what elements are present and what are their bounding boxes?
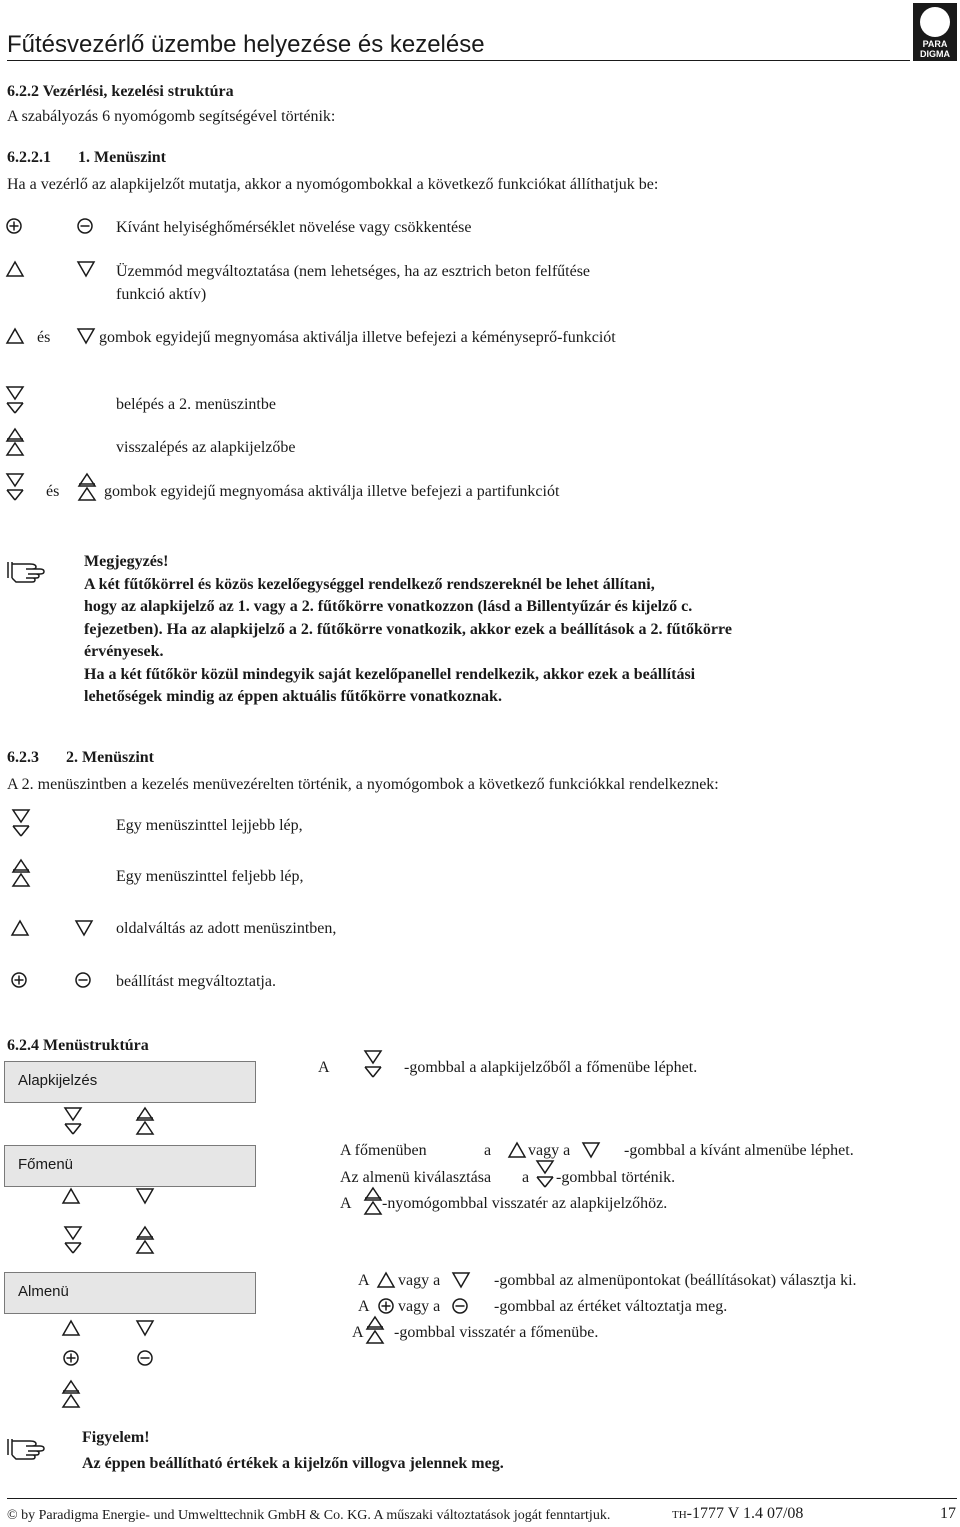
- section-heading-6221-number: 6.2.2.1: [7, 149, 51, 166]
- minus-button-icon: [452, 1298, 470, 1316]
- row-enter-text: belépés a 2. menüszintbe: [116, 396, 276, 413]
- logo-text-line1: PARA: [922, 39, 948, 49]
- back-button-icon: [366, 1316, 384, 1344]
- back-button-icon: [6, 428, 24, 456]
- down-button-icon: [452, 1272, 470, 1290]
- desc2-d: -gombbal a kívánt almenübe léphet.: [624, 1142, 854, 1159]
- menu-box-almenu: [4, 1272, 256, 1314]
- plus-button-icon: [6, 218, 24, 236]
- enter-button-icon: [6, 473, 24, 501]
- enter-button-icon: [536, 1160, 554, 1188]
- back-button-icon: [136, 1107, 154, 1135]
- up-button-icon: [377, 1272, 395, 1290]
- plus-button-icon: [11, 972, 29, 990]
- note-line: A két fűtőkörrel és közös kezelőegységgel rendelkező rendszereknél be lehet állítani,: [84, 575, 655, 593]
- note2-text: Az éppen beállítható értékek a kijelzőn villogva jelennek meg.: [82, 1455, 504, 1472]
- back-button-icon: [136, 1226, 154, 1254]
- up-button-icon: [508, 1142, 526, 1160]
- menu-box-label: Alapkijelzés: [18, 1072, 98, 1089]
- note-megjegyzes: [84, 551, 804, 709]
- note-title: Megjegyzés!: [84, 553, 169, 570]
- up-button-icon: [6, 261, 24, 279]
- desc5-c: -gombbal az almenüpontokat (beállításokat) választja ki.: [494, 1272, 857, 1289]
- section-intro-6221: Ha a vezérlő az alapkijelzőt mutatja, akkor a nyomógombokkal a következő funkciókat állíthatjuk be:: [7, 176, 659, 193]
- back-button-icon: [364, 1187, 382, 1215]
- enter-button-icon: [364, 1050, 382, 1078]
- note-line: hogy az alapkijelző az 1. vagy a 2. fűtőkörre vonatkozzon (lásd a Billentyűzár és kijelző c.: [84, 598, 693, 615]
- row-up-text: Egy menüszinttel feljebb lép,: [116, 868, 304, 885]
- desc6-b: vagy a: [398, 1298, 441, 1315]
- menu-box-label: Almenü: [18, 1283, 69, 1300]
- logo-circle-icon: [920, 7, 950, 37]
- row-chimney-text: gombok egyidejű megnyomása aktiválja illetve befejezi a kéményseprő-funkciót: [99, 329, 616, 346]
- note2-title: Figyelem!: [82, 1429, 150, 1446]
- down-button-icon: [582, 1142, 600, 1160]
- note-line: Ha a két fűtőkör közül mindegyik saját kezelőpanellel rendelkezik, akkor ezek a beállítási: [84, 665, 696, 683]
- desc1-a: A: [318, 1059, 330, 1076]
- desc4-a: A: [340, 1195, 352, 1212]
- down-button-icon: [77, 261, 95, 279]
- footer-doc-prefix: TH: [672, 1509, 687, 1521]
- desc5-a: A: [358, 1272, 370, 1289]
- enter-button-icon: [6, 386, 24, 414]
- desc4-b: -nyomógombbal visszatér az alapkijelzőhöz.: [382, 1195, 668, 1212]
- back-button-icon: [78, 473, 96, 501]
- row-down-text: Egy menüszinttel lejjebb lép,: [116, 817, 303, 834]
- down-button-icon: [136, 1320, 154, 1338]
- menu-box-fomenu: [4, 1145, 256, 1187]
- row-back-text: visszalépés az alapkijelzőbe: [116, 439, 296, 456]
- row-party-text: gombok egyidejű megnyomása aktiválja illetve befejezi a partifunkciót: [104, 483, 560, 500]
- section-heading-624: 6.2.4 Menüstruktúra: [7, 1037, 149, 1054]
- section-heading-6221-title: 1. Menüszint: [78, 149, 166, 166]
- desc2-c: vagy a: [528, 1142, 571, 1159]
- up-button-icon: [62, 1188, 80, 1206]
- desc6-c: -gombbal az értéket változtatja meg.: [494, 1298, 728, 1315]
- note-line: lehetőségek mindig az éppen aktuális fűtőkörre vonatkoznak.: [84, 688, 502, 705]
- down-button-icon: [136, 1188, 154, 1206]
- minus-button-icon: [77, 218, 95, 236]
- row-updown-text-2: funkció aktív): [116, 286, 207, 303]
- desc3-b: a: [522, 1169, 530, 1186]
- down-button-icon: [77, 328, 95, 346]
- menu-box-alapkijelzes: [4, 1061, 256, 1103]
- section-intro-623: A 2. menüszintben a kezelés menüvezérelten történik, a nyomógombok a következő funkciókkal rendelkeznek:: [7, 776, 719, 793]
- footer-rule: [7, 1498, 957, 1499]
- minus-button-icon: [75, 972, 93, 990]
- section-heading-623-number: 6.2.3: [7, 749, 39, 766]
- section-intro-622: A szabályozás 6 nyomógomb segítségével történik:: [7, 108, 336, 125]
- row-updown-text-1: Üzemmód megváltoztatása (nem lehetséges, ha az esztrich beton felfűtése: [116, 263, 591, 280]
- desc1-b: -gombbal a alapkijelzőből a főmenübe léphet.: [404, 1059, 698, 1076]
- note-line: érvényesek.: [84, 643, 164, 660]
- es-label: és: [37, 329, 51, 346]
- desc7-b: -gombbal visszatér a főmenübe.: [394, 1324, 599, 1341]
- up-button-icon: [11, 920, 29, 938]
- section-heading-622: 6.2.2 Vezérlési, kezelési struktúra: [7, 83, 234, 100]
- desc3-a: Az almenü kiválasztása: [340, 1169, 492, 1186]
- desc2-b: a: [484, 1142, 492, 1159]
- footer-copyright: © by Paradigma Energie- und Umwelttechnik GmbH & Co. KG. A műszaki változtatások jogát fenntartjuk.: [7, 1508, 611, 1523]
- desc5-b: vagy a: [398, 1272, 441, 1289]
- enter-button-icon: [12, 809, 30, 837]
- enter-button-icon: [64, 1226, 82, 1254]
- note-line: fejezetben). Ha az alapkijelző a 2. fűtőkörre vonatkozik, akkor ezek a beállítások a 2. fűtőkörre: [84, 620, 732, 638]
- up-button-icon: [6, 328, 24, 346]
- page-number: 17: [940, 1505, 956, 1522]
- pointing-hand-icon: [6, 1433, 50, 1463]
- desc6-a: A: [358, 1298, 370, 1315]
- section-heading-623-title: 2. Menüszint: [66, 749, 154, 766]
- enter-button-icon: [64, 1107, 82, 1135]
- plus-button-icon: [378, 1298, 396, 1316]
- row-plusminus-text: Kívánt helyiséghőmérséklet növelése vagy csökkentése: [116, 219, 472, 236]
- footer-doc-rest: -1777 V 1.4 07/08: [686, 1505, 804, 1522]
- header-rule: [7, 60, 910, 61]
- desc7-a: A: [352, 1324, 364, 1341]
- page-title: Fűtésvezérlő üzembe helyezése és kezelése: [7, 31, 485, 58]
- back-button-icon: [62, 1380, 80, 1408]
- es-label: és: [46, 483, 60, 500]
- logo-text-line2: DIGMA: [920, 49, 950, 59]
- paradigma-logo: [913, 3, 957, 61]
- footer-doc-id: [672, 1503, 803, 1526]
- pointing-hand-icon: [6, 556, 50, 586]
- up-button-icon: [62, 1320, 80, 1338]
- plus-button-icon: [63, 1350, 81, 1368]
- desc2-a: A főmenüben: [340, 1142, 427, 1159]
- menu-box-label: Főmenü: [18, 1156, 74, 1173]
- row-set-text: beállítást megváltoztatja.: [116, 973, 276, 990]
- desc3-c: -gombbal történik.: [556, 1169, 676, 1186]
- down-button-icon: [75, 920, 93, 938]
- back-button-icon: [12, 859, 30, 887]
- minus-button-icon: [137, 1350, 155, 1368]
- row-side-text: oldalváltás az adott menüszintben,: [116, 920, 337, 937]
